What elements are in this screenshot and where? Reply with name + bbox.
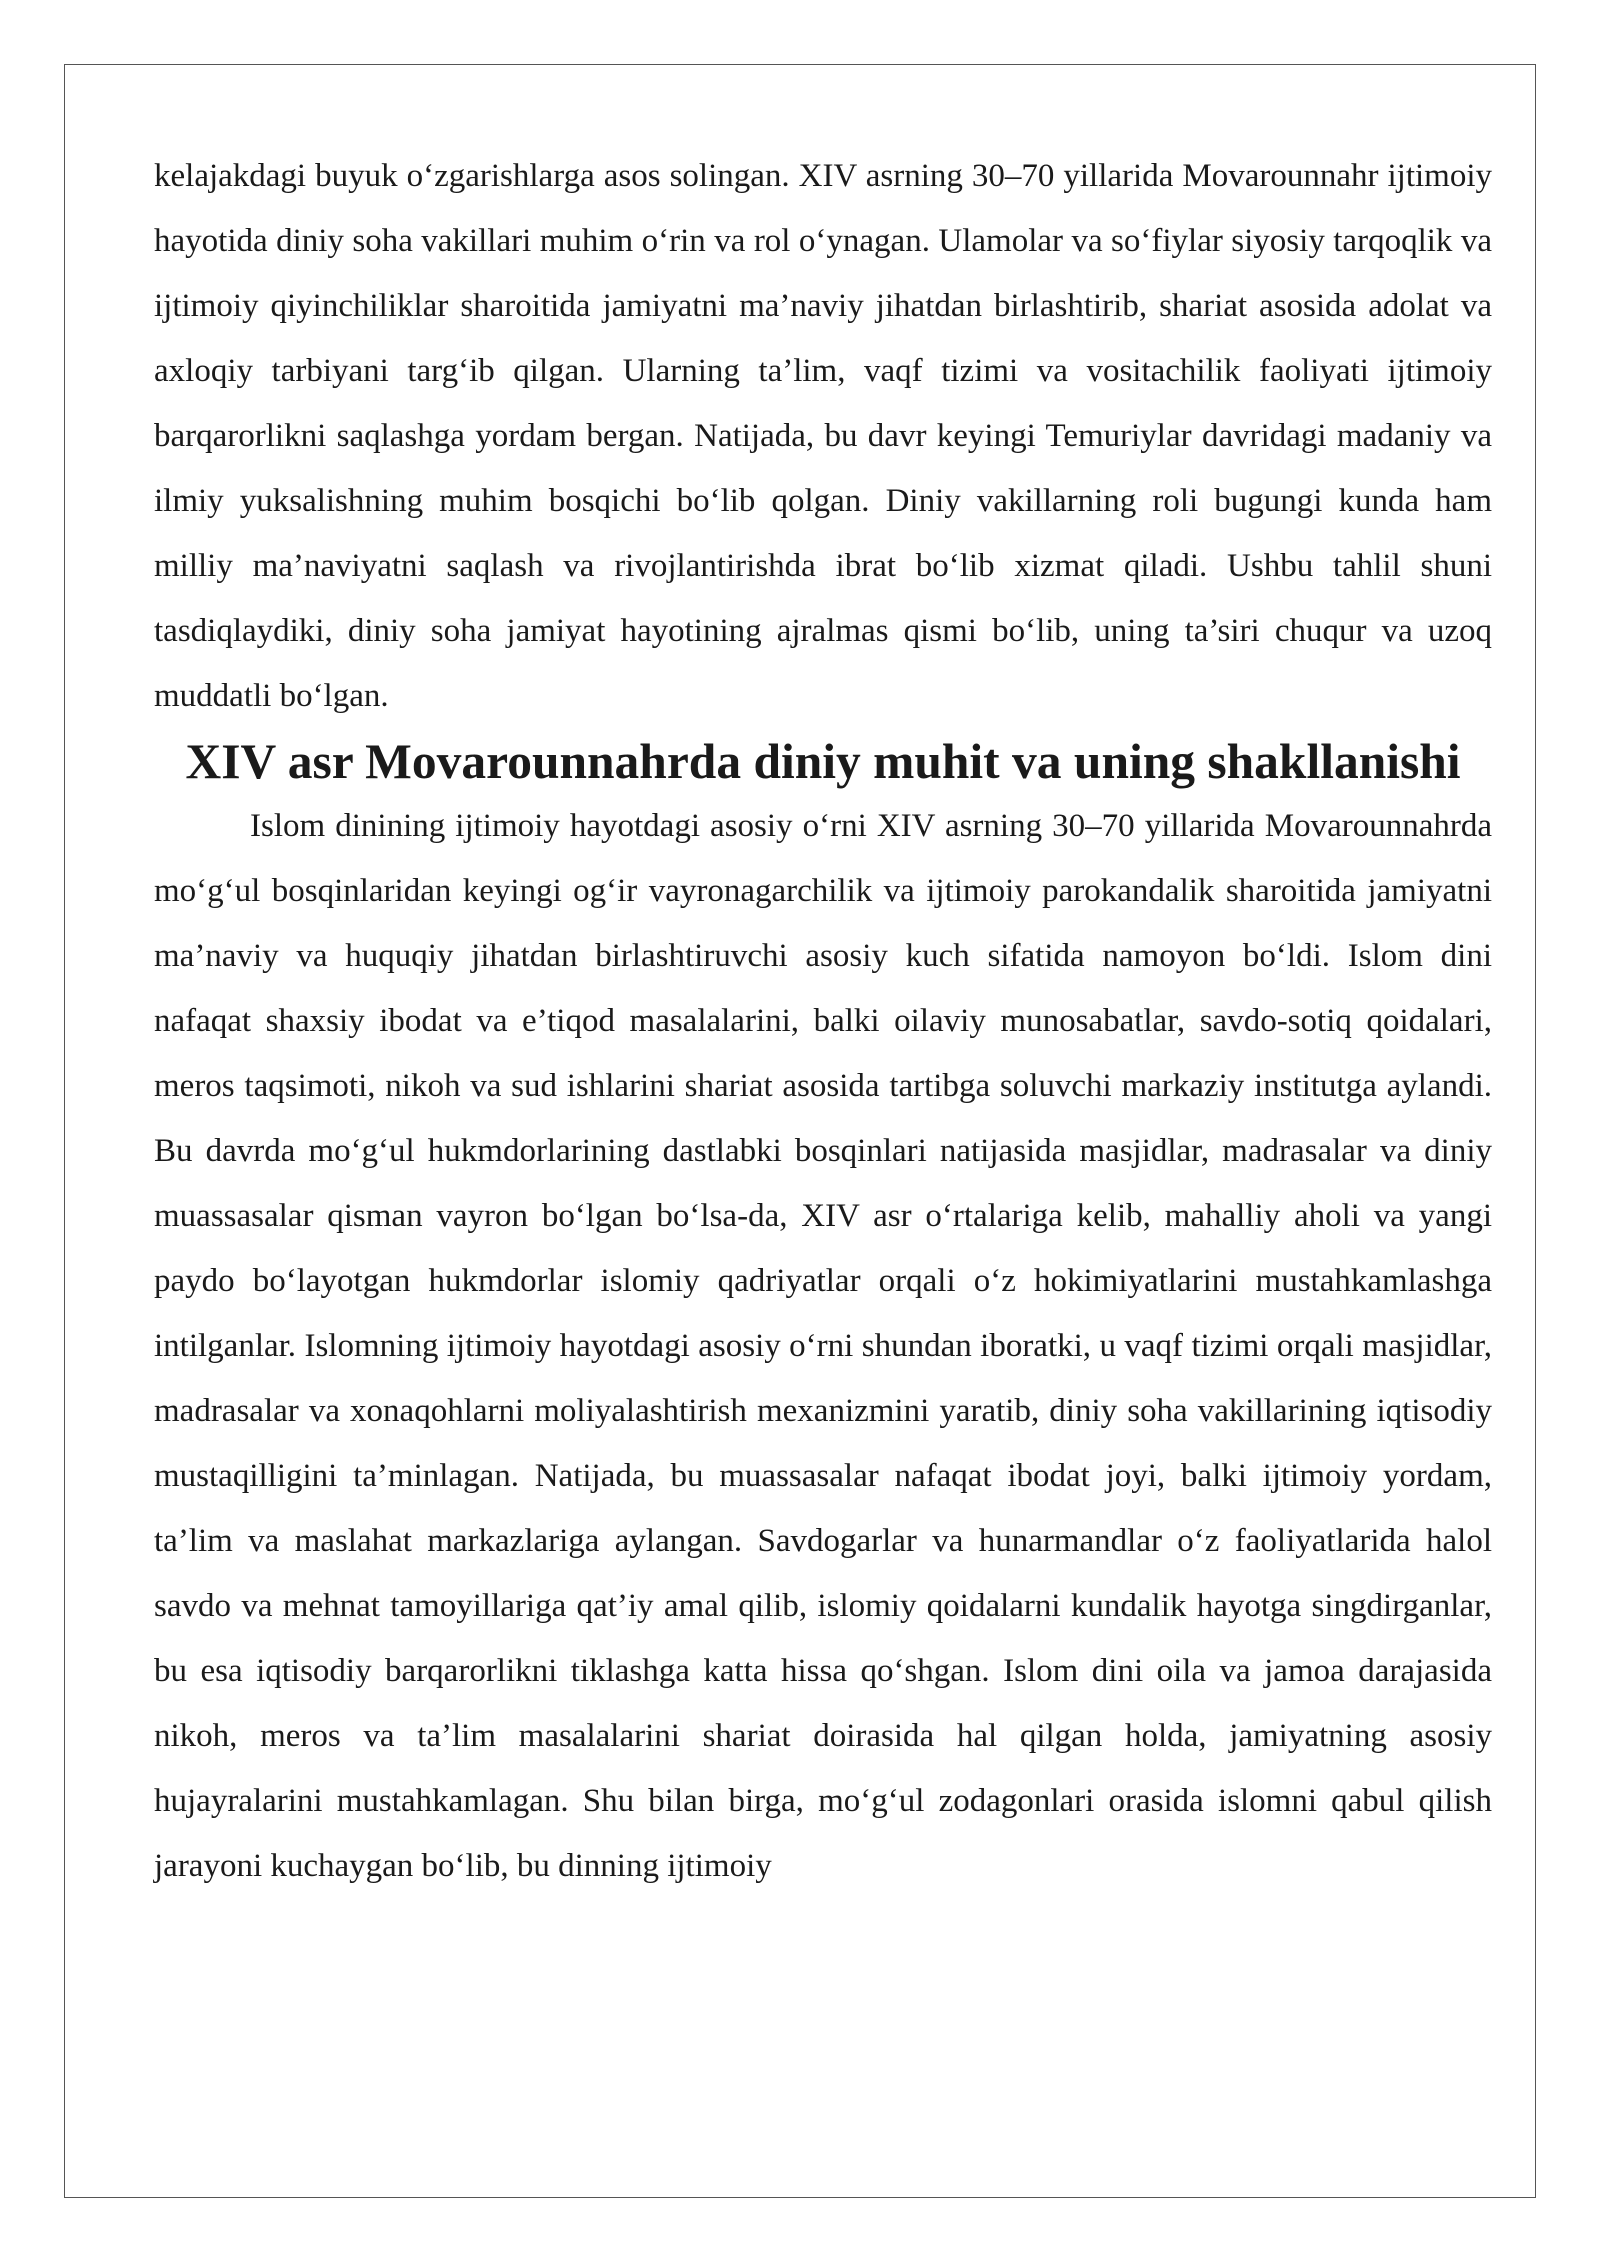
paragraph-body: Islom dinining ijtimoiy hayotdagi asosiy o‘rni XIV asrning 30–70 yillarida Movarounnahrda mo‘g‘ul bosqinlaridan keyingi og‘ir vayronagarchilik va ijtimoiy parokandalik sharoitida jamiyatni ma’naviy va huquqiy jihatdan birlashtiruvchi asosiy kuch sifatida namoyon bo‘ldi. Islom dini nafaqat shaxsiy ibodat va e’tiqod masalalarini, balki oilaviy munosabatlar, savdo-sotiq qoidalari, meros taqsimoti, nikoh va sud ishlarini shariat asosida tartibga soluvchi markaziy institutga aylandi. Bu davrda mo‘g‘ul hukmdorlarining dastlabki bosqinlari natijasida masjidlar, madrasalar va diniy muassasalar qisman vayron bo‘lgan bo‘lsa-da, XIV asr o‘rtalariga kelib, mahalliy aholi va yangi paydo bo‘layotgan hukmdorlar islomiy qadriyatlar orqali o‘z hokimiyatlarini mustahkamlashga intilganlar. Islomning ijtimoiy hayotdagi asosiy o‘rni shundan iboratki, u vaqf tizimi orqali masjidlar, madrasalar va xonaqohlarni moliyalashtirish mexanizmini yaratib, diniy soha vakillarining iqtisodiy mustaqilligini ta’minlagan. Natijada, bu muassasalar nafaqat ibodat joyi, balki ijtimoiy yordam, ta’lim va maslahat markazlariga aylangan. Savdogarlar va hunarmandlar o‘z faoliyatlarida halol savdo va mehnat tamoyillariga qat’iy amal qilib, islomiy qoidalarni kundalik hayotga singdirganlar, bu esa iqtisodiy barqarorlikni tiklashga katta hissa qo‘shgan. Islom dini oila va jamoa darajasida nikoh, meros va ta’lim masalalarini shariat doirasida hal qilgan holda, jamiyatning asosiy hujayralarini mustahkamlagan. Shu bilan birga, mo‘g‘ul zodagonlari orasida islomni qabul qilish jarayoni kuchaygan bo‘lib, bu dinning ijtimoiy (154, 808, 1492, 1884)
document-body (154, 144, 1492, 1899)
paragraph-continued: kelajakdagi buyuk o‘zgarishlarga asos solingan. XIV asrning 30–70 yillarida Movarounnahr ijtimoiy hayotida diniy soha vakillari muhim o‘rin va rol o‘ynagan. Ulamolar va so‘fiylar siyosiy tarqoqlik va ijtimoiy qiyinchiliklar sharoitida jamiyatni ma’naviy jihatdan birlashtirib, shariat asosida adolat va axloqiy tarbiyani targ‘ib qilgan. Ularning ta’lim, vaqf tizimi va vositachilik faoliyati ijtimoiy barqarorlikni saqlashga yordam bergan. Natijada, bu davr keyingi Temuriylar davridagi madaniy va ilmiy yuksalishning muhim bosqichi bo‘lib qolgan. Diniy vakillarning roli bugungi kunda ham milliy ma’naviyatni saqlash va rivojlantirishda ibrat bo‘lib xizmat qiladi. Ushbu tahlil shuni tasdiqlaydiki, diniy soha jamiyat hayotining ajralmas qismi bo‘lib, uning ta’siri chuqur va uzoq muddatli bo‘lgan. (154, 158, 1492, 714)
section-heading: XIV asr Movarounnahrda diniy muhit va uning shakllanishi (185, 734, 1461, 789)
